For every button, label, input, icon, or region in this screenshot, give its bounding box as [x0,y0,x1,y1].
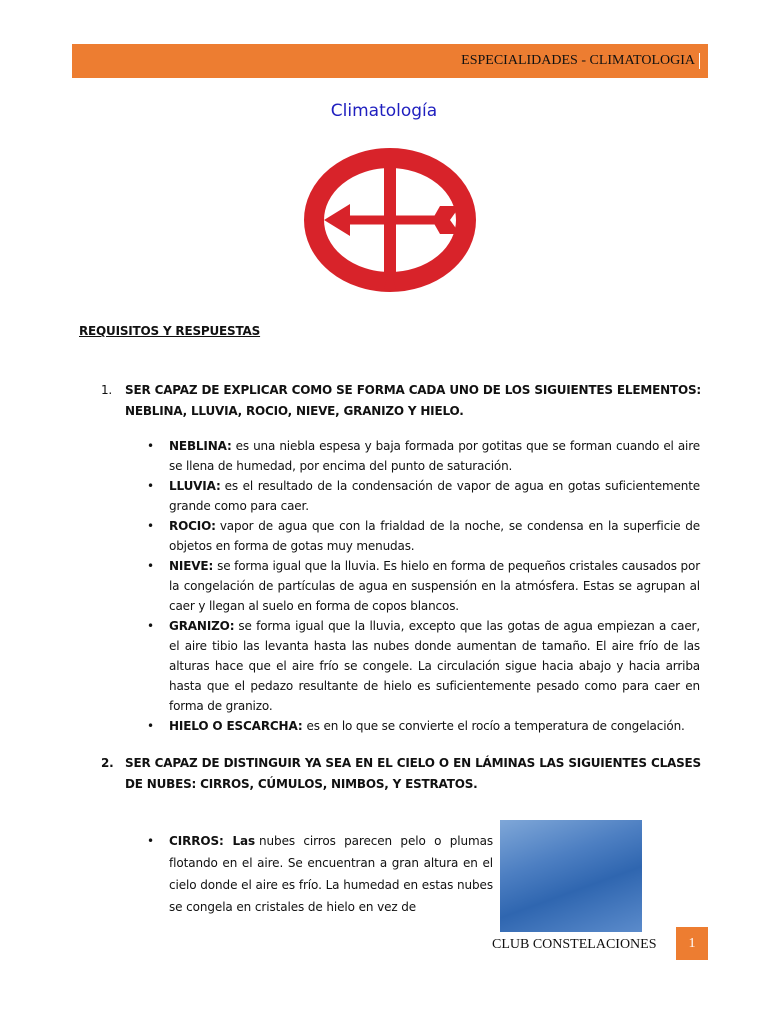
answer-list [147,436,700,736]
cirros-cloud-image [500,820,642,932]
cirros-term: CIRROS: Las [169,834,256,848]
list-item [147,716,700,736]
list-item [147,556,700,616]
bullet-icon: • [147,834,154,848]
question-1-number: 1. [101,383,113,397]
list-item [147,616,700,716]
page-number: 1 [676,927,708,960]
item-text: vapor de agua que con la frialdad de la noche, se condensa en la superficie de objetos en forma de gotas muy menudas. [169,519,700,553]
question-2 [101,753,701,795]
item-text: es en lo que se convierte el rocío a temperatura de congelación. [306,719,685,733]
section-heading: REQUISITOS Y RESPUESTAS [79,324,261,338]
item-term: NEBLINA: [169,439,232,453]
item-term: ROCIO: [169,519,216,533]
question-2-number: 2. [101,756,114,770]
question-1 [101,380,701,422]
page-title: Climatología [330,101,438,121]
list-item [147,516,700,556]
item-term: NIEVE: [169,559,214,573]
item-text: es el resultado de la condensación de vapor de agua en gotas suficientemente grande como para caer. [169,479,700,513]
header-title: ESPECIALIDADES - CLIMATOLOGIA [461,53,700,69]
item-term: GRANIZO: [169,619,235,633]
cirros-item [147,830,493,918]
item-term: HIELO O ESCARCHA: [169,719,303,733]
item-text: se forma igual que la lluvia, excepto que las gotas de agua empiezan a caer, el aire tibio las levanta hasta las nubes donde aumentan de tamaño. El aire frío de las alturas hace que el aire frío se congele. La circulación sigue hacia abajo y hacia arriba hasta que el pedazo resultante de hielo es suficientemente pesado como para caer en forma de granizo. [169,619,700,713]
item-term: LLUVIA: [169,479,221,493]
item-text: se forma igual que la lluvia. Es hielo en forma de pequeños cristales causados por la congelación de partículas de agua en suspensión en la atmósfera. Estas se agrupan al caer y llegan al suelo en forma de copos blancos. [169,559,700,613]
question-2-text: SER CAPAZ DE DISTINGUIR YA SEA EN EL CIELO O EN LÁMINAS LAS SIGUIENTES CLASES DE NUBES: CIRROS, CÚMULOS, NIMBOS, Y ESTRATOS. [125,756,701,791]
item-text: es una niebla espesa y baja formada por gotitas que se forman cuando el aire se llena de humedad, por encima del punto de saturación. [169,439,700,473]
list-item [147,476,700,516]
red-circle-arrow-emblem-icon [300,140,480,300]
cirros-text: nubes cirros parecen pelo o plumas flotando en el aire. Se encuentran a gran altura en el cielo donde el aire es frío. La humedad en estas nubes se congela en cristales de hielo en vez de [169,834,493,914]
header-bar [72,44,708,78]
list-item [147,436,700,476]
footer-club-name: CLUB CONSTELACIONES [492,937,657,952]
question-1-text: SER CAPAZ DE EXPLICAR COMO SE FORMA CADA UNO DE LOS SIGUIENTES ELEMENTOS: NEBLINA, LLUVIA, ROCIO, NIEVE, GRANIZO Y HIELO. [125,383,701,418]
